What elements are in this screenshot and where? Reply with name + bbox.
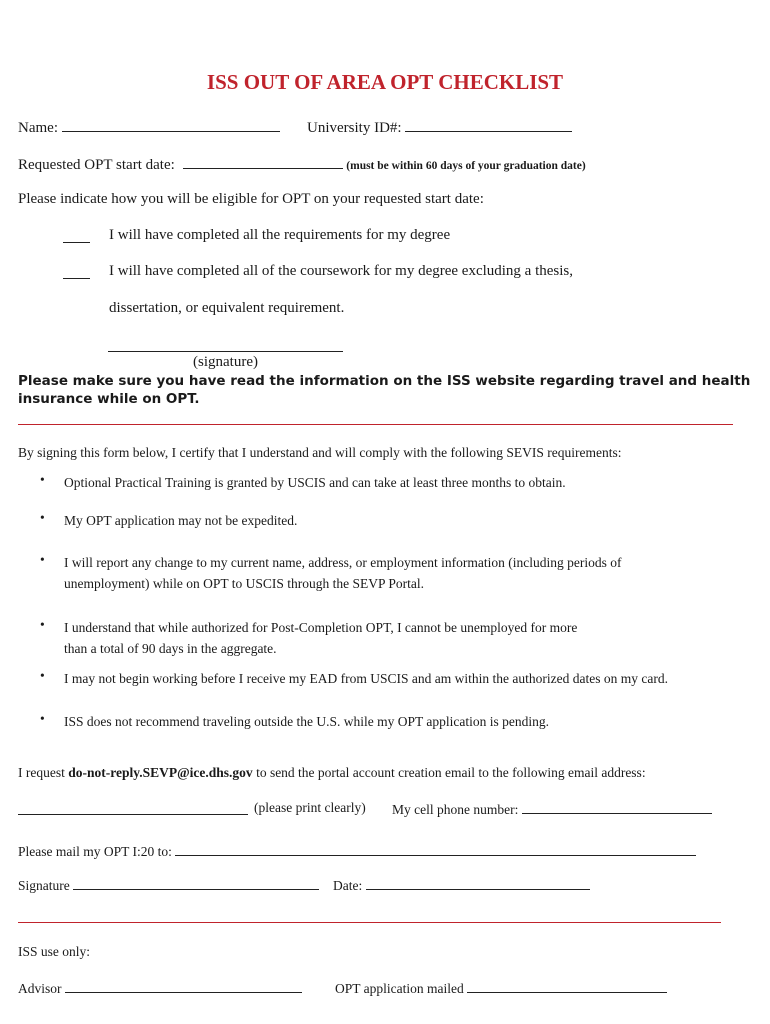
option2-text-line2: dissertation, or equivalent requirement. <box>109 300 345 316</box>
eligibility-prompt: Please indicate how you will be eligible for OPT on your requested start date: <box>18 191 484 207</box>
name-label: Name: <box>18 120 58 136</box>
bullet-dot-icon: • <box>40 472 45 487</box>
advisor-label: Advisor <box>18 981 62 996</box>
notice-line1: Please make sure you have read the information on the ISS website regarding travel and health <box>18 373 751 389</box>
eligibility-signature-field[interactable] <box>108 338 343 352</box>
mail-address-field[interactable] <box>175 842 696 856</box>
opt-start-label: Requested OPT start date: <box>18 157 175 173</box>
notice-line2: insurance while on OPT. <box>18 391 200 407</box>
cell-phone-label: My cell phone number: <box>392 802 519 817</box>
request-row <box>18 765 646 781</box>
advisor-row <box>18 979 302 997</box>
option2-checkbox[interactable] <box>63 265 90 279</box>
option1-text: I will have completed all the requirements for my degree <box>109 227 451 243</box>
cell-phone-field[interactable] <box>522 800 712 814</box>
university-id-field[interactable] <box>405 118 572 132</box>
date-row <box>333 876 590 894</box>
email-address-field[interactable] <box>18 801 248 815</box>
university-id-label: University ID#: <box>307 120 402 136</box>
bullet-text: I will report any change to my current name, address, or employment information (including periods of <box>64 555 622 570</box>
iss-use-only-label: ISS use only: <box>18 944 91 959</box>
cell-phone-row <box>392 800 712 818</box>
university-id-row <box>307 118 572 137</box>
bullet-dot-icon: • <box>40 711 45 726</box>
sevp-email: do-not-reply.SEVP@ice.dhs.gov <box>68 765 253 780</box>
certify-intro: By signing this form below, I certify that I understand and will comply with the following SEVIS requirements: <box>18 445 622 460</box>
bullet-text: I understand that while authorized for Post-Completion OPT, I cannot be unemployed for more <box>64 620 578 635</box>
bullet-text: ISS does not recommend traveling outside the U.S. while my OPT application is pending. <box>64 714 549 729</box>
option1-checkbox[interactable] <box>63 229 90 243</box>
page-title: ISS OUT OF AREA OPT CHECKLIST <box>206 70 564 94</box>
bullet-dot-icon: • <box>40 668 45 683</box>
name-row <box>18 118 280 137</box>
opt-mailed-field[interactable] <box>467 979 667 993</box>
opt-start-field[interactable] <box>183 155 343 169</box>
bullet-text: Optional Practical Training is granted by USCIS and can take at least three months to obtain. <box>64 475 566 490</box>
bullet-text: unemployment) while on OPT to USCIS through the SEVP Portal. <box>64 576 424 591</box>
opt-start-note: (must be within 60 days of your graduation date) <box>346 160 586 172</box>
date-field[interactable] <box>366 876 590 890</box>
bullet-dot-icon: • <box>40 617 45 632</box>
advisor-field[interactable] <box>65 979 302 993</box>
bullet-text: I may not begin working before I receive my EAD from USCIS and am within the authorized dates on my card. <box>64 671 668 686</box>
mail-row <box>18 842 696 860</box>
signature-row <box>18 876 319 894</box>
signature-field[interactable] <box>73 876 319 890</box>
date-label: Date: <box>333 878 363 893</box>
name-field[interactable] <box>62 118 280 132</box>
bullet-dot-icon: • <box>40 552 45 567</box>
option2-text-line1: I will have completed all of the coursework for my degree excluding a thesis, <box>109 263 574 279</box>
bullet-text: My OPT application may not be expedited. <box>64 513 298 528</box>
signature-label: Signature <box>18 878 70 893</box>
bullet-dot-icon: • <box>40 510 45 525</box>
opt-mailed-label: OPT application mailed <box>335 981 464 996</box>
print-clearly-note: (please print clearly) <box>254 800 366 815</box>
request-prefix: I request <box>18 765 65 780</box>
opt-start-row <box>18 155 586 174</box>
opt-mailed-row <box>335 979 667 997</box>
request-suffix: to send the portal account creation email to the following email address: <box>256 765 646 780</box>
bullet-text: than a total of 90 days in the aggregate. <box>64 641 277 656</box>
mail-label: Please mail my OPT I:20 to: <box>18 844 172 859</box>
section-divider-top <box>18 424 733 425</box>
section-divider-bottom <box>18 922 721 923</box>
eligibility-signature-label: (signature) <box>193 354 258 370</box>
